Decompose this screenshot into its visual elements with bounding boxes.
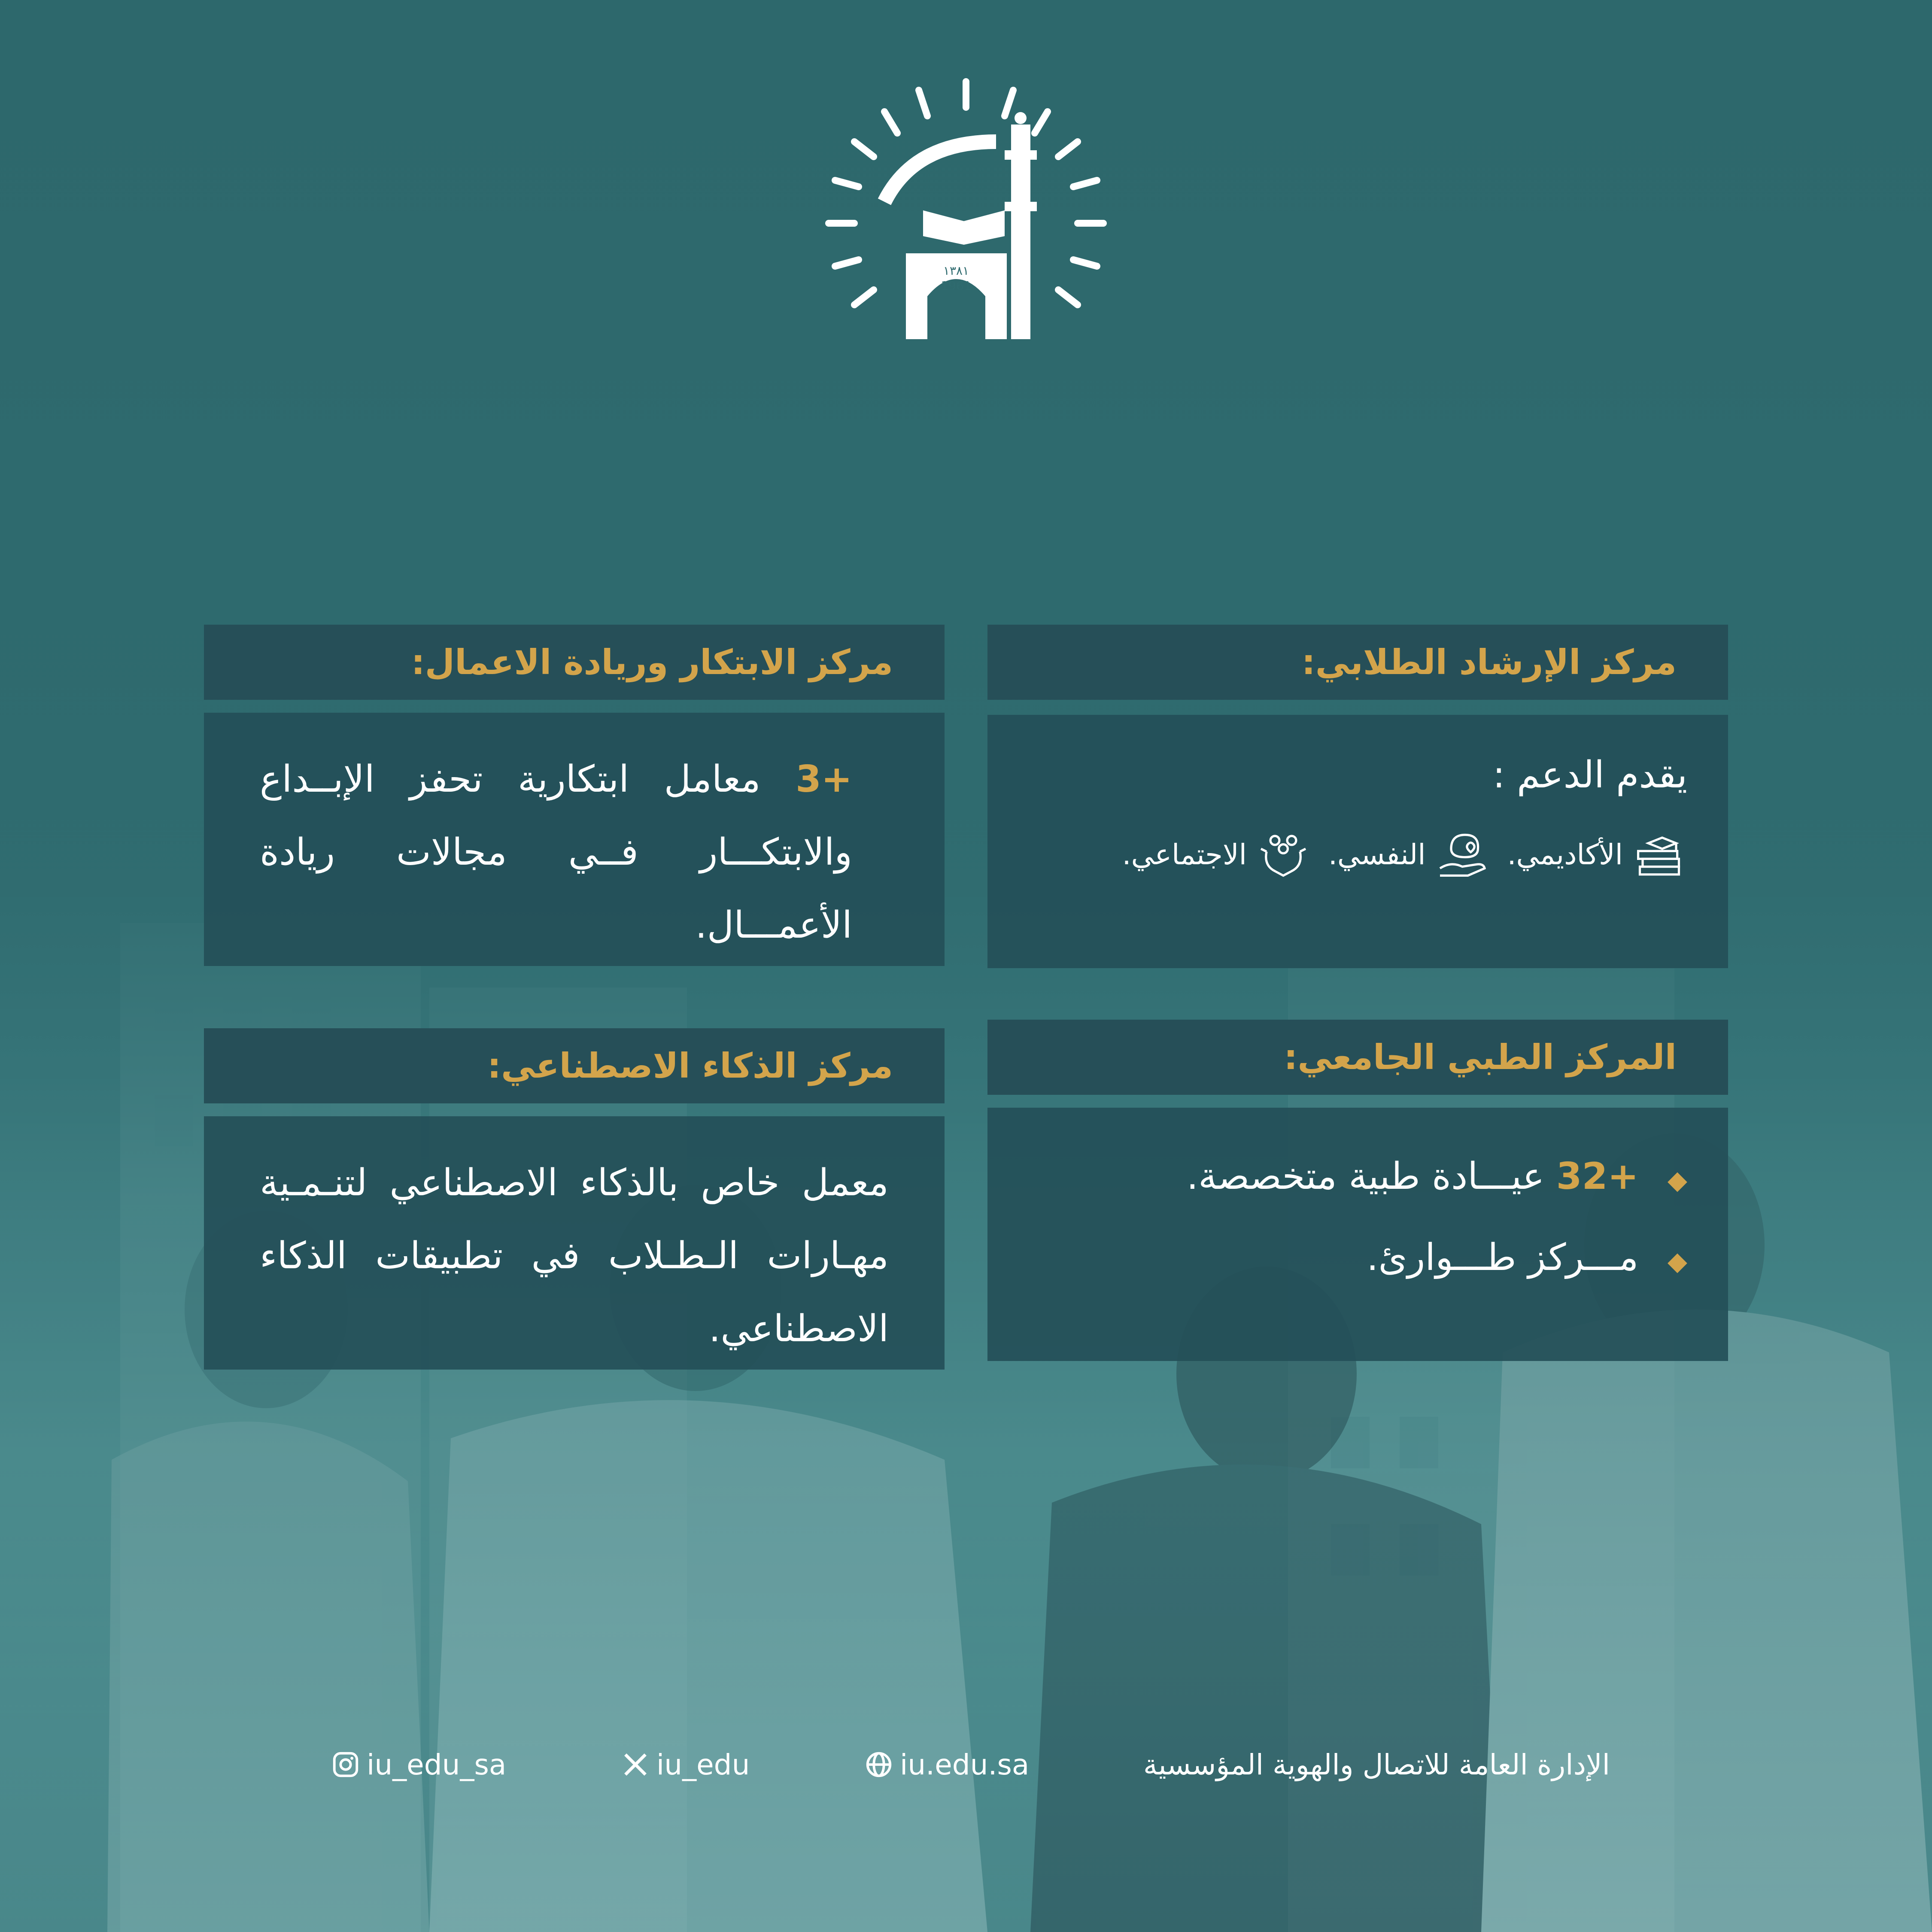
support-psychological [1328, 826, 1490, 882]
medical-item [1026, 1138, 1687, 1219]
brain-heart-hand-icon [1434, 826, 1490, 882]
innovation-panel [204, 713, 945, 966]
x-handle: iu_edu [656, 1748, 750, 1781]
ai-header [204, 1028, 945, 1103]
ai-title: مركز الذكاء الاصطناعي: [487, 1046, 893, 1086]
university-logo-icon [816, 73, 1116, 374]
innovation-text-block [260, 743, 852, 962]
medical-title: المركز الطبي الجامعي: [1284, 1037, 1677, 1077]
people-hands-icon [1255, 826, 1311, 882]
x-link[interactable] [620, 1748, 750, 1781]
medical-panel [987, 1108, 1728, 1361]
logo-year-hijri: ١٣٨١ [943, 264, 969, 278]
support-social [1122, 826, 1311, 882]
support-list [1026, 826, 1687, 882]
support-academic [1507, 826, 1687, 882]
innovation-header [204, 625, 945, 700]
ai-panel [204, 1116, 945, 1370]
counseling-intro: يقدم الدعم : [1492, 753, 1687, 796]
medical-header [987, 1020, 1728, 1095]
innovation-count: +3 [796, 758, 852, 801]
medical-item-text: مـــركز طـــوارئ. [1367, 1236, 1639, 1279]
innovation-text: معامل ابتكارية تحفز الإبــداع والابتكـــار فــي مجالات ريادة الأعمـــال. [260, 758, 852, 947]
medical-item-text: عيـــادة طبية متخصصة. [1186, 1155, 1545, 1198]
x-logo-icon [620, 1750, 650, 1780]
globe-icon [864, 1750, 894, 1780]
bullet-icon: ◆ [1667, 1165, 1687, 1195]
department-name: الإدارة العامة للاتصال والهوية المؤسسية [1143, 1748, 1610, 1781]
website-link[interactable] [864, 1748, 1029, 1781]
instagram-icon [331, 1750, 361, 1780]
website-url: iu.edu.sa [899, 1748, 1030, 1781]
medical-item [1026, 1219, 1687, 1300]
instagram-handle: iu_edu_sa [367, 1748, 507, 1781]
counseling-panel [987, 715, 1728, 968]
instagram-link[interactable] [331, 1748, 506, 1781]
footer [331, 1741, 1610, 1788]
medical-count: +32 [1556, 1155, 1639, 1198]
support-psychological-label: النفسي. [1328, 838, 1426, 871]
support-academic-label: الأكاديمي. [1507, 838, 1623, 871]
innovation-title: مركز الابتكار وريادة الاعمال: [411, 642, 893, 682]
books-graduation-icon [1631, 826, 1687, 882]
counseling-header [987, 625, 1728, 700]
bullet-icon: ◆ [1667, 1246, 1687, 1276]
logo-year-gregorian: 1961 [941, 279, 972, 293]
counseling-title: مركز الإرشاد الطلابي: [1301, 642, 1677, 682]
ai-text: معمل خاص بالذكاء الاصطناعي لتنـمـية مهـارات الـطـلاب في تطبيقات الذكاء الاصطناعي. [260, 1161, 889, 1350]
support-social-label: الاجتماعي. [1122, 838, 1247, 871]
